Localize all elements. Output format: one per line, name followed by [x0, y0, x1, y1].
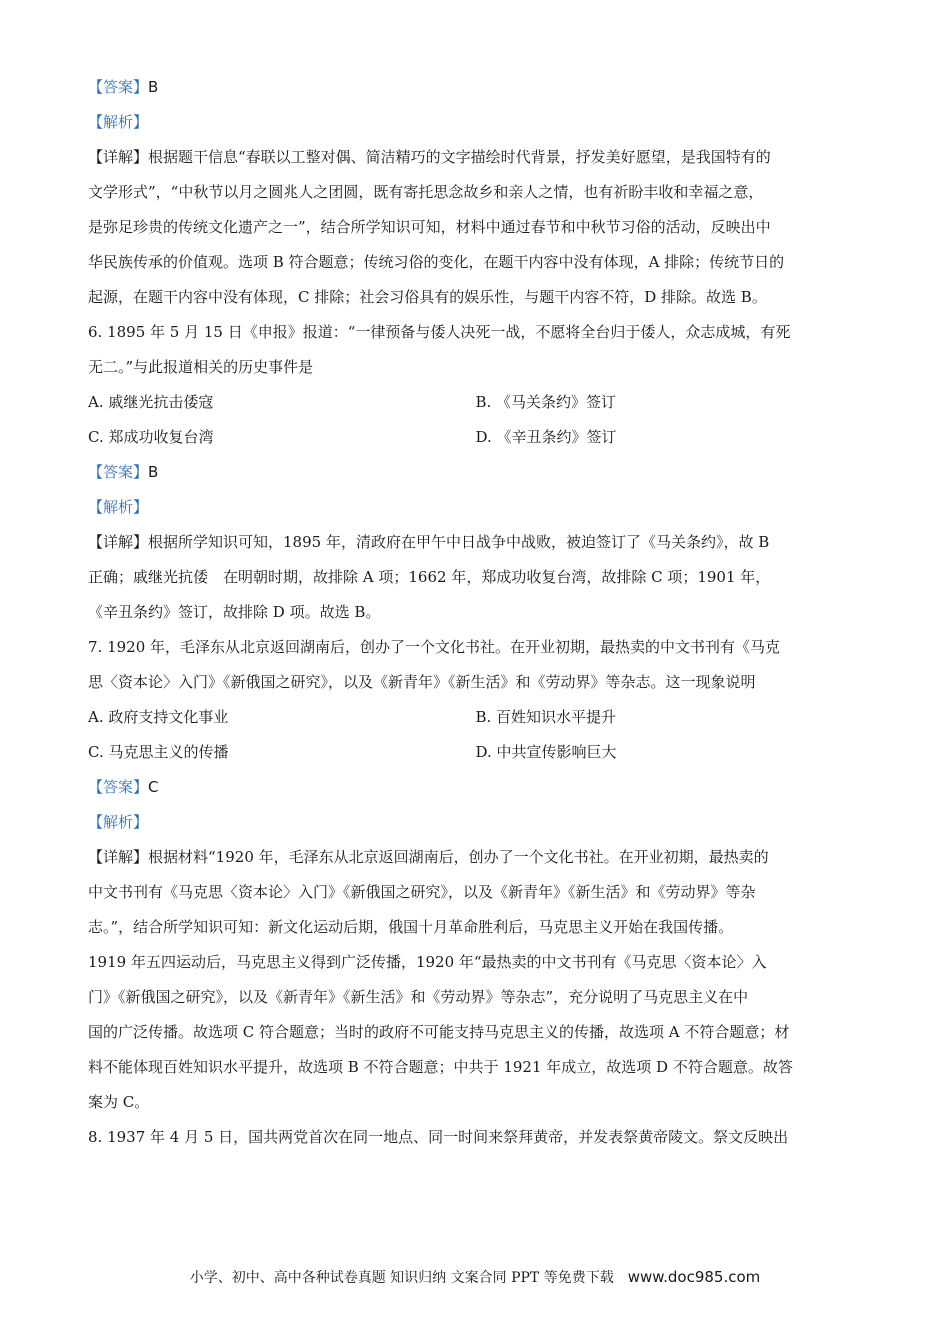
q7-stem-line: 7. 1920 年，毛泽东从北京返回湖南后，创办了一个文化书社。在开业初期，最热卖的中文书刊有《马克: [88, 638, 781, 656]
q6-detail-line: 《辛丑条约》签订，故排除 D 项。故选 B。: [88, 603, 381, 621]
q7-detail-line: 门》《新俄国之研究》，以及《新青年》《新生活》和《劳动界》等杂志”，充分说明了马克思主义在中: [88, 988, 749, 1006]
q5-detail-line: 文学形式”，“中秋节以月之圆兆人之团圆，既有寄托思念故乡和亲人之情，也有祈盼丰收和幸福之意，: [88, 183, 764, 201]
footer-url[interactable]: www.doc985.com: [627, 1268, 761, 1286]
q7-options-row: [88, 735, 863, 770]
q7-option-b: B. 百姓知识水平提升: [475, 708, 617, 726]
q6-stem-line: 6. 1895 年 5 月 15 日《申报》报道：“一律预备与倭人决死一战，不愿将全台归于倭人，众志成城，有死: [88, 323, 791, 341]
q8-stem-line: 8. 1937 年 4 月 5 日，国共两党首次在同一地点、同一时间来祭拜黄帝，并发表祭黄帝陵文。祭文反映出: [88, 1128, 789, 1146]
q5-analysis-line: [88, 105, 863, 140]
q7-option-c: C. 马克思主义的传播: [88, 743, 229, 761]
q6-option-c: C. 郑成功收复台湾: [88, 428, 214, 446]
answer-label: 【答案】: [88, 78, 149, 96]
page-footer: [0, 1267, 950, 1287]
q6-option-a: A. 戚继光抗击倭寇: [88, 393, 214, 411]
analysis-label: 【解析】: [88, 113, 149, 131]
q7-detail-line: 国的广泛传播。故选项 C 符合题意；当时的政府不可能支持马克思主义的传播，故选项 A 不符合题意；材: [88, 1023, 790, 1041]
detail-label: 【详解】: [88, 148, 149, 166]
answer-label: 【答案】: [88, 463, 149, 481]
q6-answer-line: [88, 455, 863, 490]
q6-detail-line: 正确；戚继光抗倭 在明朝时期，故排除 A 项；1662 年，郑成功收复台湾，故排除 C 项；1901 年，: [88, 568, 771, 586]
answer-value: B: [148, 78, 159, 96]
detail-label: 【详解】: [88, 848, 149, 866]
q6-options-row: [88, 420, 863, 455]
detail-text: 根据所学知识可知，1895 年，清政府在甲午中日战争中战败，被迫签订了《马关条约》，故 B: [148, 533, 770, 551]
detail-text: 根据材料“1920 年，毛泽东从北京返回湖南后，创办了一个文化书社。在开业初期，最热卖的: [148, 848, 769, 866]
q7-options-row: [88, 700, 863, 735]
q5-detail-line: [88, 140, 863, 175]
q7-option-d: D. 中共宣传影响巨大: [475, 743, 617, 761]
q6-stem-line: 无二。”与此报道相关的历史事件是: [88, 358, 314, 376]
analysis-label: 【解析】: [88, 498, 149, 516]
document-body: [88, 70, 863, 1155]
answer-value: C: [148, 778, 159, 796]
q7-detail-line: 1919 年五四运动后，马克思主义得到广泛传播，1920 年“最热卖的中文书刊有《马克思〈资本论〉入: [88, 953, 767, 971]
detail-text: 根据题干信息“春联以工整对偶、简洁精巧的文字描绘时代背景，抒发美好愿望，是我国特有的: [148, 148, 771, 166]
answer-label: 【答案】: [88, 778, 149, 796]
analysis-label: 【解析】: [88, 813, 149, 831]
q5-detail-line: 是弥足珍贵的传统文化遗产之一”，结合所学知识可知，材料中通过春节和中秋节习俗的活动，反映出中: [88, 218, 771, 236]
q7-detail-line: 料不能体现百姓知识水平提升，故选项 B 不符合题意；中共于 1921 年成立，故选项 D 不符合题意。故答: [88, 1058, 793, 1076]
answer-value: B: [148, 463, 159, 481]
q6-option-b: B. 《马关条约》签订: [475, 393, 617, 411]
q7-option-a: A. 政府支持文化事业: [88, 708, 229, 726]
q6-option-d: D. 《辛丑条约》签订: [475, 428, 617, 446]
q6-options-row: [88, 385, 863, 420]
detail-label: 【详解】: [88, 533, 149, 551]
q7-analysis-line: [88, 805, 863, 840]
q6-detail-line: [88, 525, 863, 560]
q7-stem-line: 思〈资本论〉入门》《新俄国之研究》，以及《新青年》《新生活》和《劳动界》等杂志。这一现象说明: [88, 673, 756, 691]
q5-detail-line: 华民族传承的价值观。选项 B 符合题意；传统习俗的变化，在题干内容中没有体现，A 排除；传统节日的: [88, 253, 785, 271]
q5-detail-line: 起源，在题干内容中没有体现，C 排除；社会习俗具有的娱乐性，与题干内容不符，D 排除。故选 B。: [88, 288, 767, 306]
footer-text: 小学、初中、高中各种试卷真题 知识归纳 文案合同 PPT 等免费下载: [189, 1270, 614, 1286]
q7-detail-line: [88, 840, 863, 875]
q7-answer-line: [88, 770, 863, 805]
q6-analysis-line: [88, 490, 863, 525]
q5-answer-line: [88, 70, 863, 105]
q7-detail-line: 志。”，结合所学知识可知：新文化运动后期，俄国十月革命胜利后，马克思主义开始在我国传播。: [88, 918, 734, 936]
q7-detail-line: 案为 C。: [88, 1093, 150, 1111]
q7-detail-line: 中文书刊有《马克思〈资本论〉入门》《新俄国之研究》，以及《新青年》《新生活》和《劳动界》等杂: [88, 883, 756, 901]
